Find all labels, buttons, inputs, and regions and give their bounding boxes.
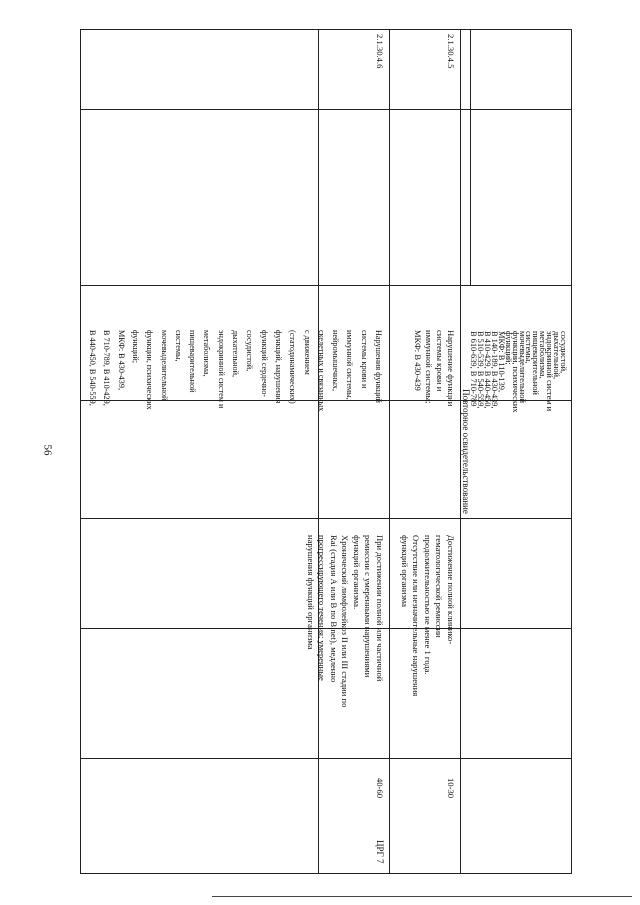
- row2-outcome: При достижении полной или частичной ремиссии с умеренными нарушениями функций организма. Хронический лимфолейкоз II или III стадии по Rai (стадия А или В по Binet), медленно прогрессирующего течения; умеренные нарушения функций организма: [306, 535, 385, 708]
- row1-function: Нарушение функции системы крови и иммунной системы; МКФ: В 430-439: [413, 330, 456, 407]
- row2-code: 2.1.30.4.6: [375, 34, 385, 69]
- row1-percent: 10-30: [446, 778, 456, 799]
- row2-function: Нарушения функций системы крови и иммунной системы, нейромышечных, скелетных и связанных с движением (статодинамических) функций, нарушения функций сердечно- сосудистой, дыхательной, эндокринной систем и метаболизма, пищеварительной системы, мочевыделительной функции, психических функций; МКФ: В 430-439, В 710-789, В 410-429, В 440-450, В 540-559,: [88, 330, 383, 412]
- top-row-criteria: сосудистой, дыхательной, эндокринной систем и метаболизма, пищеварительной системы, мочевыделительной функции, психических функций; МКФ: В 110-139, В 140-189, В 430-439, В 410-429, В 440-450, В 510-539, В 540-559, В 610-639, В 710-789: [469, 331, 568, 413]
- section-title: Повторное освидетельствование: [461, 389, 471, 514]
- criteria-table: [80, 29, 572, 874]
- footer-rule: [212, 896, 632, 897]
- row2-group: ЦРГ 7: [375, 840, 385, 864]
- row1-code: 2.1.30.4.5: [446, 34, 456, 69]
- row1-outcome: Достижение полной клинико- гематологической ремиссии продолжительностью не менее 1 года. Отсутствие или незначительные нарушения функций организма: [400, 535, 456, 697]
- row2-percent: 40-60: [375, 778, 385, 799]
- page-number: 56: [41, 444, 54, 456]
